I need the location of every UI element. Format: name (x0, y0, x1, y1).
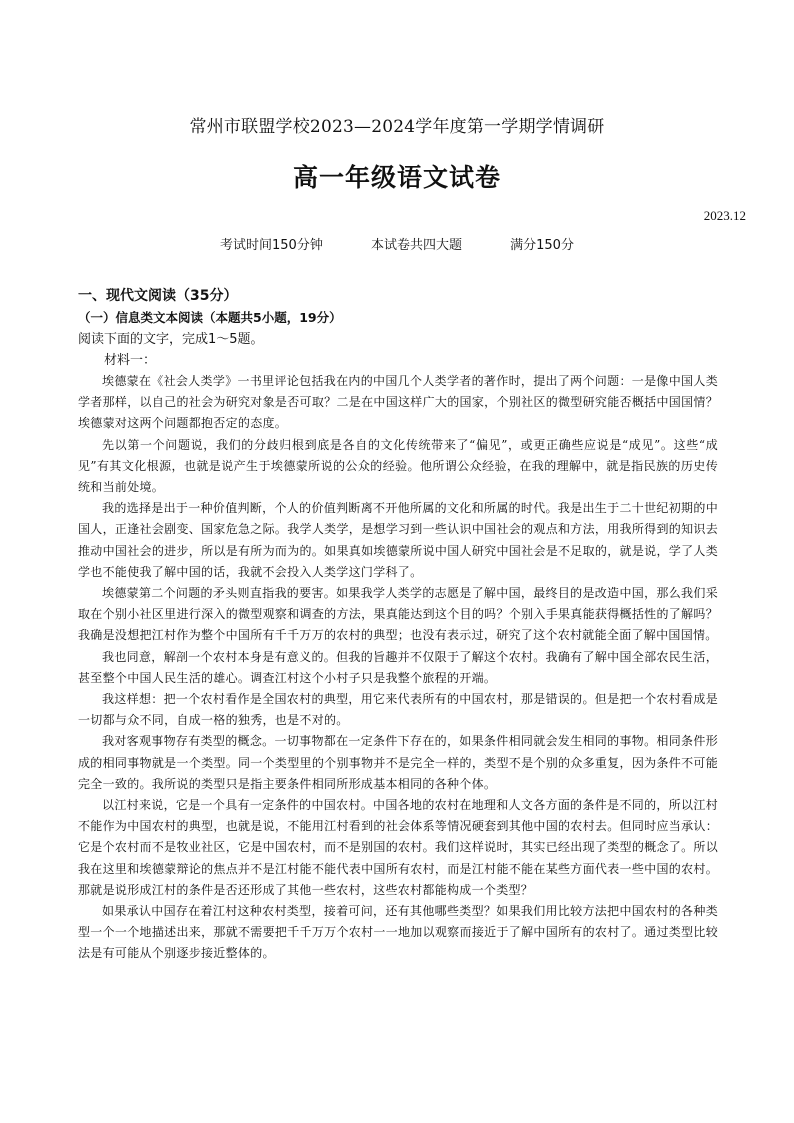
sections-note: 本试卷共四大题 (370, 238, 462, 253)
paragraph: 以江村来说，它是一个具有一定条件的中国农村。中国各地的农村在地理和人文各方面的条件是不同的，所以江村不能作为中国农村的典型，也就是说，不能用江村看到的社会体系等情况硬套到其他中国的农村去。但同时应当承认：它是个农村而不是牧业社区，它是中国农村，而不是别国的农村。我们这样说时，其实已经出现了类型的概念了。所以我在这里和埃德蒙辩论的焦点并不是江村能不能代表中国所有农村，而是江村能不能在某些方面代表一些中国的农村。那就是说形成江村的条件是否还形成了其他一些农村，这些农村都能构成一个类型？ (78, 798, 718, 897)
subsection-heading: （一）信息类文本阅读（本题共5小题，19分） (78, 310, 342, 325)
school-header: 常州市联盟学校2023—2024学年度第一学期学情调研 (189, 117, 605, 137)
paragraph: 我也同意，解剖一个农村本身是有意义的。但我的旨趣并不仅限于了解这个农村。我确有了解中国全部农民生活，甚至整个中国人民生活的雄心。调查江村这个小村子只是我整个旅程的开端。 (78, 649, 718, 685)
exam-time: 考试时间150分钟 (220, 238, 323, 253)
paragraph: 先以第一个问题说，我们的分歧归根到底是各自的文化传统带来了“偏见”，或更正确些应说是“成见”。这些“成见”有其文化根源，也就是说产生于埃德蒙所说的公众的经验。他所谓公众经验，在我的理解中，就是指民族的历史传统和当前处境。 (78, 437, 718, 495)
reading-instruction: 阅读下面的文字，完成1～5题。 (78, 332, 264, 347)
paragraph: 我的选择是出于一种价值判断，个人的价值判断离不开他所属的文化和所属的时代。我是出生于二十世纪初期的中国人，正逢社会剧变、国家危急之际。我学人类学，是想学习到一些认识中国社会的观点和方法，用我所得到的知识去推动中国社会的进步，所以是有所为而为的。如果真如埃德蒙所说中国人研究中国社会是不足取的，就是说，学了人类学也不能使我了解中国的话，我就不会投入人类学这门学科了。 (78, 501, 718, 579)
section-heading: 一、现代文阅读（35分） (78, 288, 238, 304)
material-label: 材料一： (104, 353, 157, 368)
passage-body (78, 371, 718, 965)
paragraph: 埃德蒙在《社会人类学》一书里评论包括我在内的中国几个人类学者的著作时，提出了两个问题：一是像中国人类学者那样，以自己的社会为研究对象是否可取？二是在中国这样广大的国家，个别社区的微型研究能否概括中国国情？埃德蒙对这两个问题都抱否定的态度。 (78, 374, 718, 431)
paragraph: 埃德蒙第二个问题的矛头则直指我的要害。如果我学人类学的志愿是了解中国，最终目的是改造中国，那么我们采取在个别小社区里进行深入的微型观察和调查的方法，果真能达到这个目的吗？个别入手果真能获得概括性的了解吗？我确是没想把江村作为整个中国所有千千万万的农村的典型；也没有表示过，研究了这个农村就能全面了解中国国情。 (78, 586, 718, 643)
paragraph: 我对客观事物存有类型的概念。一切事物都在一定条件下存在的，如果条件相同就会发生相同的事物。相同条件形成的相同事物就是一个类型。同一个类型里的个别事物并不是完全一样的，类型不是个别的众多重复，因为条件不可能完全一致的。我所说的类型只是指主要条件相同所形成基本相同的各种个体。 (78, 734, 718, 791)
full-score: 满分150分 (510, 238, 574, 253)
paragraph: 如果承认中国存在着江村这种农村类型，接着可问，还有其他哪些类型？如果我们用比较方法把中国农村的各种类型一个一个地描述出来，那就不需要把千千万万个农村一一地加以观察而接近于了解中国所有的农村了。通过类型比较法是有可能从个别逐步接近整体的。 (78, 904, 718, 961)
exam-info-line (0, 234, 794, 253)
exam-title: 高一年级语文试卷 (292, 163, 501, 192)
paragraph: 我这样想：把一个农村看作是全国农村的典型，用它来代表所有的中国农村，那是错误的。但是把一个农村看成是一切都与众不同，自成一格的独秀，也是不对的。 (78, 692, 718, 728)
exam-date: 2023.12 (703, 208, 746, 223)
